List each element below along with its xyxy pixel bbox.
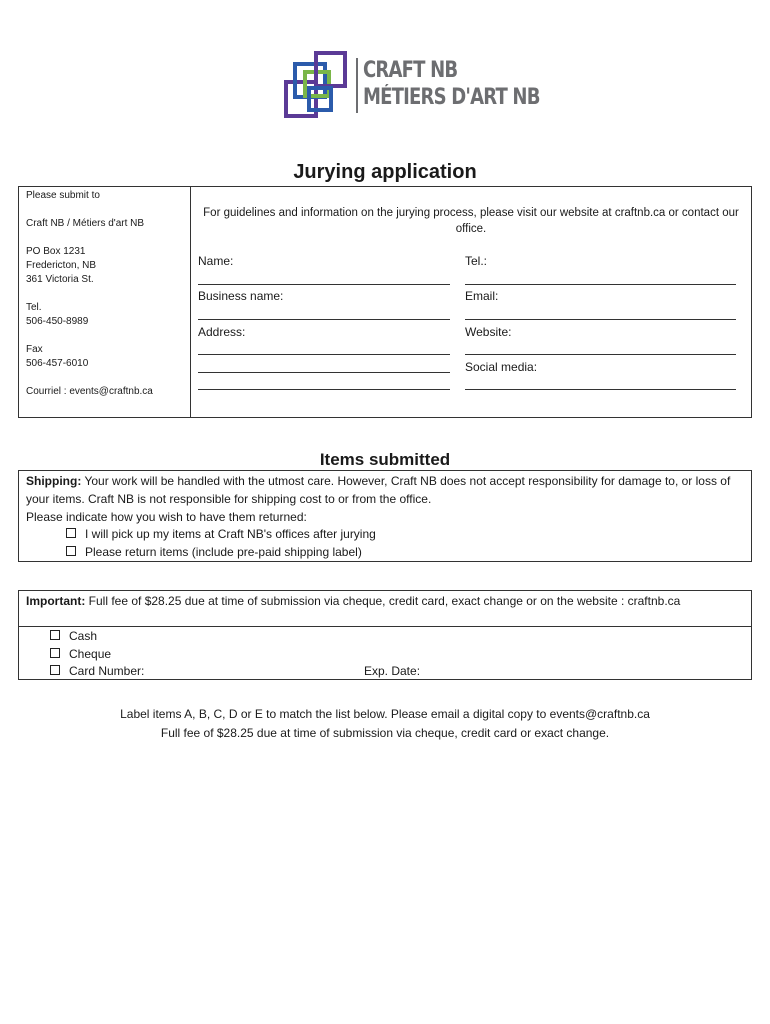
exp-date-label: Exp. Date: bbox=[364, 664, 421, 678]
shipping-paragraph bbox=[26, 473, 742, 508]
address-line-1: PO Box 1231 bbox=[26, 246, 86, 257]
address-line-3: 361 Victoria St. bbox=[26, 274, 94, 285]
applicant-box-divider bbox=[190, 186, 191, 418]
fax-label: Fax bbox=[26, 344, 43, 355]
address-field-line-1[interactable] bbox=[198, 354, 450, 355]
website-label: Website: bbox=[465, 325, 512, 339]
payment-box-divider bbox=[18, 626, 752, 627]
logo-text-en: CRAFT NB bbox=[363, 58, 458, 83]
name-field[interactable] bbox=[198, 284, 450, 285]
name-label: Name: bbox=[198, 254, 234, 268]
logo-divider bbox=[356, 58, 358, 113]
tel-label: Tel. bbox=[26, 302, 42, 313]
email-field[interactable] bbox=[465, 319, 736, 320]
address-field-line-3[interactable] bbox=[198, 389, 450, 390]
tel-field[interactable] bbox=[465, 284, 736, 285]
business-name-label: Business name: bbox=[198, 289, 284, 303]
cash-checkbox[interactable] bbox=[50, 630, 60, 640]
social-media-field[interactable] bbox=[465, 389, 736, 390]
important-paragraph bbox=[26, 593, 706, 611]
fee-note: Full fee of $28.25 due at time of submission via cheque, credit card or exact change. bbox=[160, 726, 610, 740]
address-field-line-2[interactable] bbox=[198, 372, 450, 373]
guidelines-text: For guidelines and information on the jurying process, please visit our website at craftnb.ca or contact our office. bbox=[203, 207, 739, 235]
cheque-checkbox[interactable] bbox=[50, 648, 60, 658]
shipping-text: Your work will be handled with the utmost care. However, Craft NB does not accept responsibility for damage to, or loss of your items. Craft NB is not responsible for shipping cost to or from the office. bbox=[26, 474, 731, 506]
card-number-label: Card Number: bbox=[69, 664, 145, 678]
shipping-bold-label: Shipping: bbox=[26, 474, 82, 488]
pickup-option-label: I will pick up my items at Craft NB's offices after jurying bbox=[85, 527, 376, 541]
ship-option-label: Please return items (include pre-paid shipping label) bbox=[85, 545, 362, 559]
important-bold-label: Important: bbox=[26, 594, 86, 608]
page-title: Jurying application bbox=[293, 161, 477, 183]
tel-field-label: Tel.: bbox=[465, 254, 488, 268]
return-prompt: Please indicate how you wish to have them returned: bbox=[26, 510, 307, 524]
payment-option-cheque[interactable] bbox=[50, 646, 111, 664]
craft-nb-logo-mark bbox=[283, 50, 349, 118]
return-option-ship[interactable] bbox=[66, 544, 362, 562]
org-name: Craft NB / Métiers d'art NB bbox=[26, 218, 145, 229]
business-name-field[interactable] bbox=[198, 319, 450, 320]
return-option-pickup[interactable] bbox=[66, 526, 376, 544]
label-instructions: Label items A, B, C, D or E to match the list below. Please email a digital copy to events@craftnb.ca bbox=[120, 707, 650, 721]
payment-option-cash[interactable] bbox=[50, 628, 97, 646]
address-label: Address: bbox=[198, 325, 246, 339]
submit-to-label: Please submit to bbox=[26, 190, 100, 201]
email-label: Email: bbox=[465, 289, 499, 303]
important-text: Full fee of $28.25 due at time of submission via cheque, credit card, exact change or on the website : craftnb.ca bbox=[85, 594, 681, 608]
fax-number: 506-457-6010 bbox=[26, 358, 89, 369]
address-line-2: Fredericton, NB bbox=[26, 260, 97, 271]
logo-text-fr: MÉTIERS D'ART NB bbox=[363, 85, 540, 110]
cash-label: Cash bbox=[69, 629, 98, 643]
card-checkbox[interactable] bbox=[50, 665, 60, 675]
cheque-label: Cheque bbox=[69, 647, 112, 661]
tel-number: 506-450-8989 bbox=[26, 316, 89, 327]
items-submitted-heading: Items submitted bbox=[319, 450, 451, 469]
pickup-checkbox[interactable] bbox=[66, 528, 76, 538]
website-field[interactable] bbox=[465, 354, 736, 355]
ship-checkbox[interactable] bbox=[66, 546, 76, 556]
payment-option-card[interactable] bbox=[50, 663, 144, 681]
contact-email: Courriel : events@craftnb.ca bbox=[26, 386, 153, 397]
social-media-label: Social media: bbox=[465, 360, 538, 374]
